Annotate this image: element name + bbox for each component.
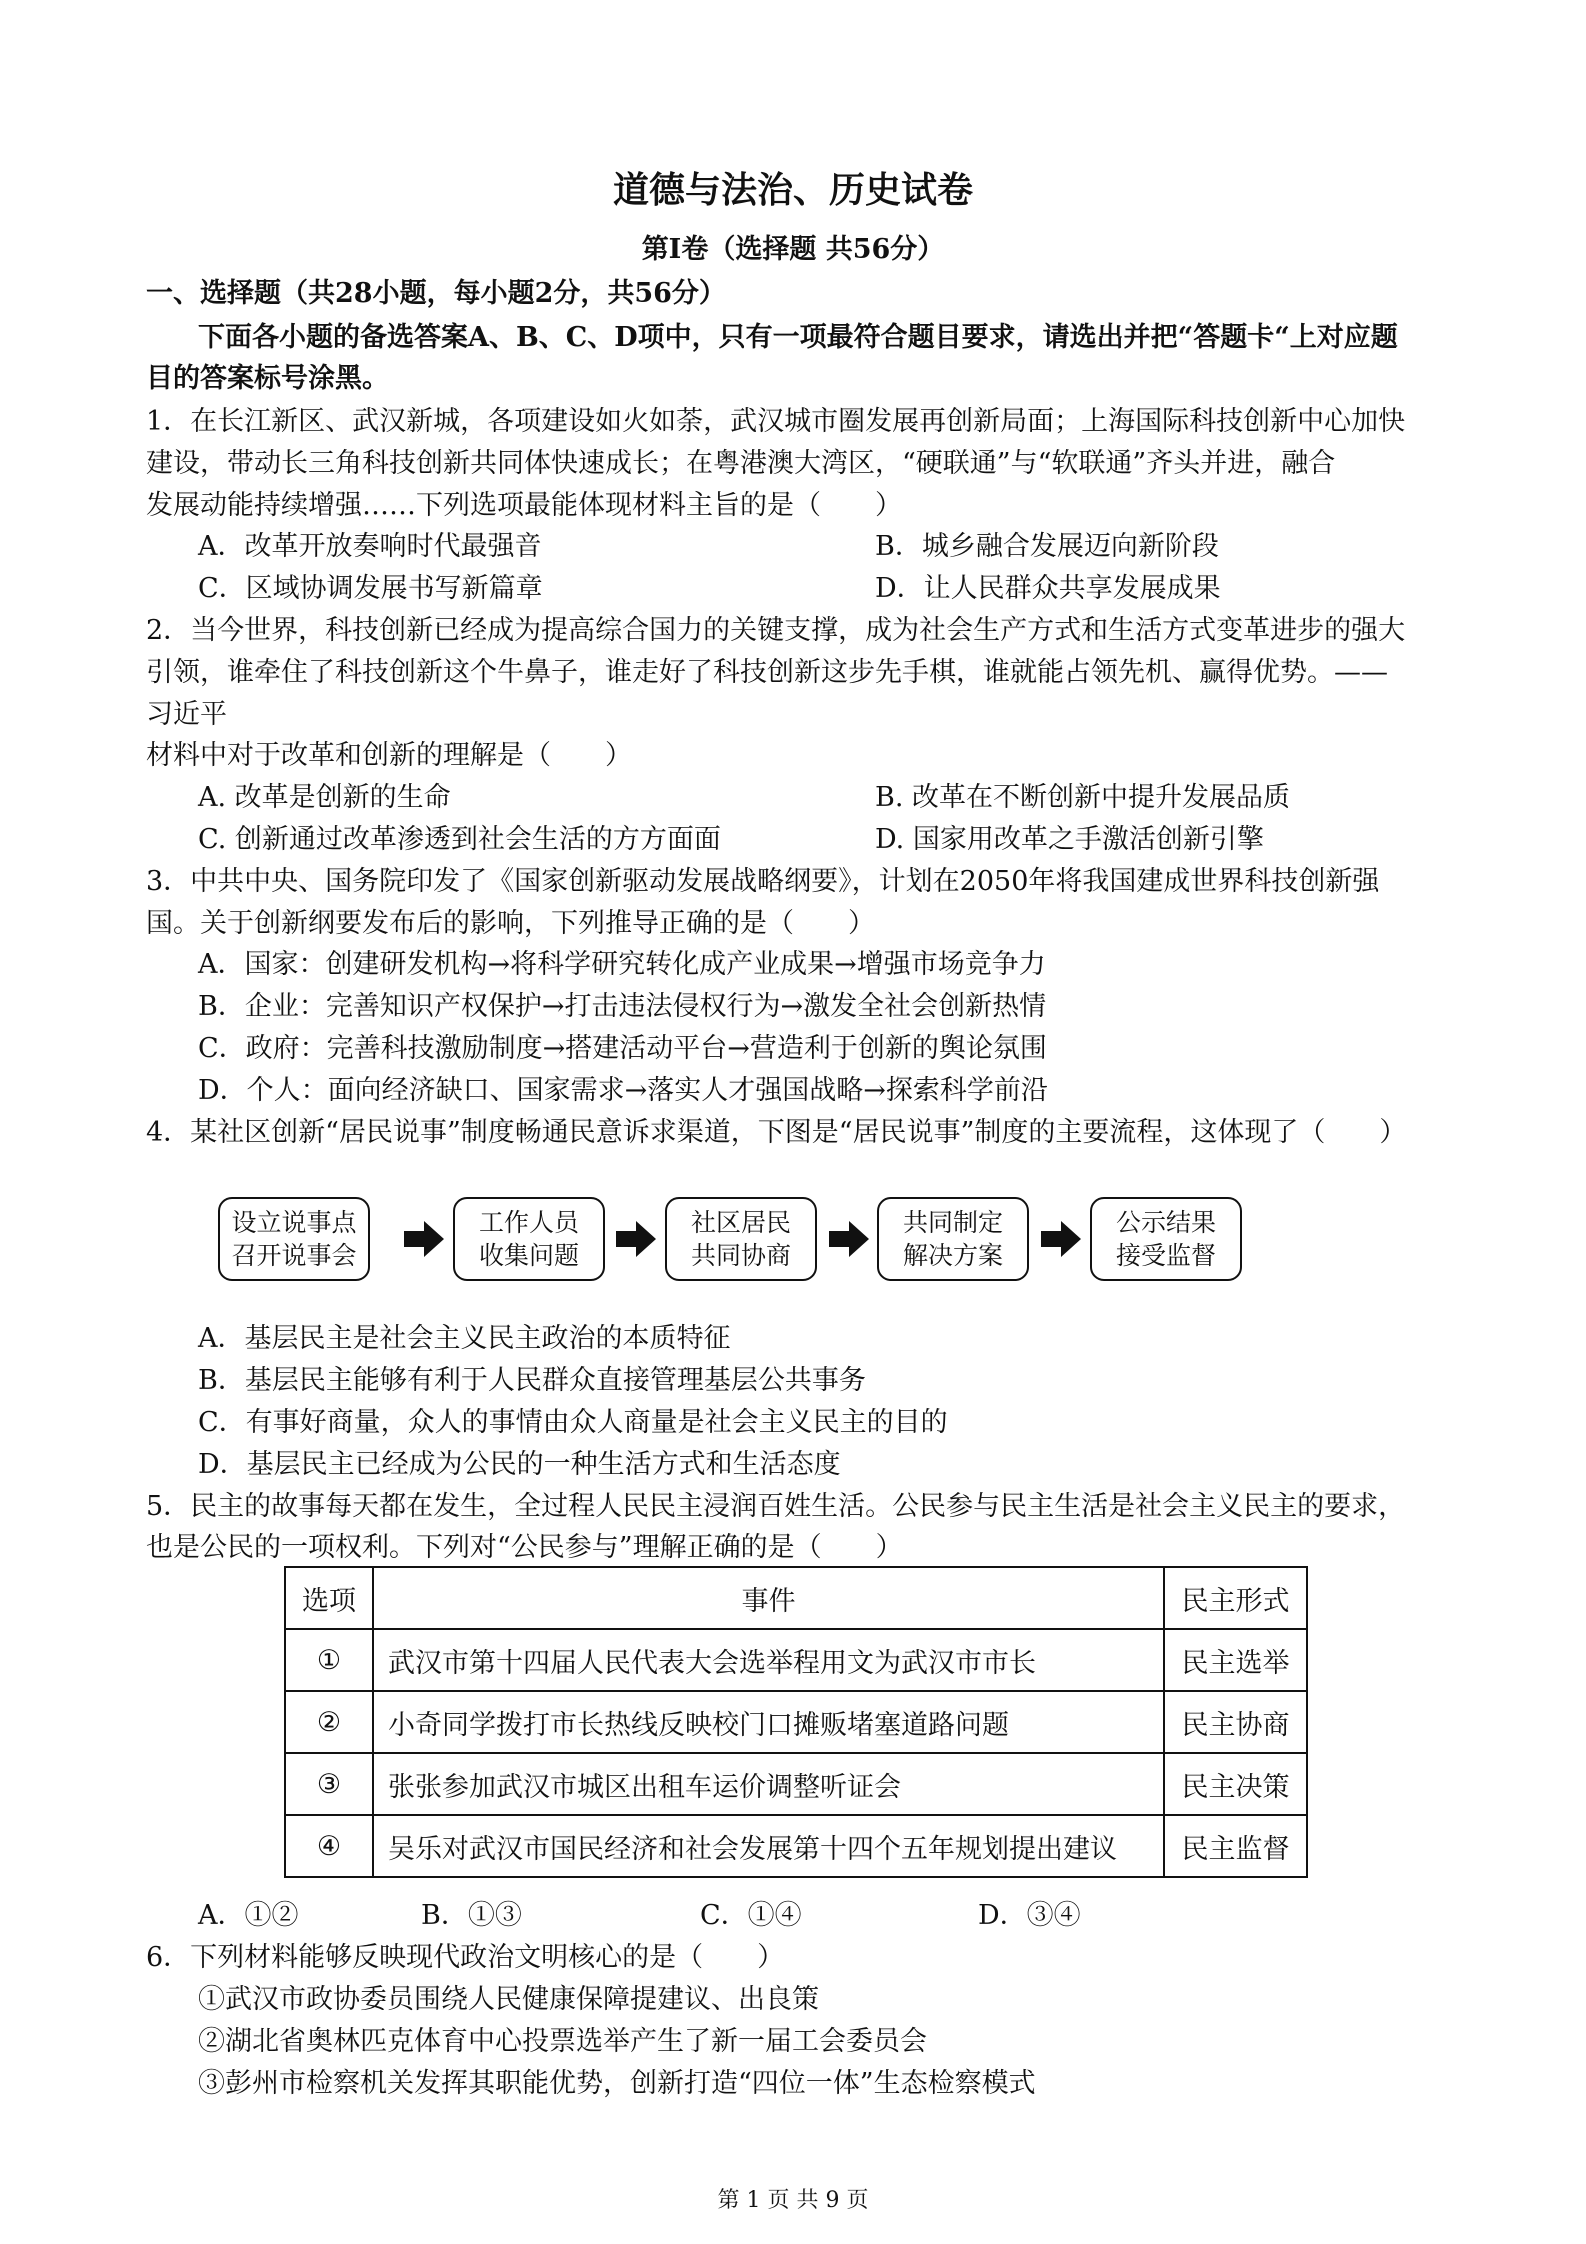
table-header: 民主形式 <box>1164 1567 1307 1629</box>
q1-option-a: A．改革开放奏响时代最强音 <box>198 531 542 562</box>
table-cell: 武汉市第十四届人民代表大会选举程用文为武汉市市长 <box>373 1629 1164 1691</box>
q5-option-a: A．①② <box>198 1900 299 1931</box>
q2-option-c: C. 创新通过改革渗透到社会生活的方方面面 <box>198 824 721 855</box>
q2-option-b: B. 改革在不断创新中提升发展品质 <box>875 782 1291 813</box>
question-1-line: 1．在长江新区、武汉新城，各项建设如火如荼，武汉城市圈发展再创新局面；上海国际科技创新中心加快 <box>146 406 1406 437</box>
table-row <box>285 1691 1307 1753</box>
question-3-line: 3．中共中央、国务院印发了《国家创新驱动发展战略纲要》，计划在2050年将我国建成世界科技创新强 <box>146 866 1380 897</box>
table-cell: 民主决策 <box>1164 1753 1307 1815</box>
table-header: 选项 <box>285 1567 373 1629</box>
q3-option-c: C．政府：完善科技激励制度→搭建活动平台→营造利于创新的舆论氛围 <box>198 1033 1047 1064</box>
flow-step-line: 设立说事点 <box>231 1208 357 1237</box>
table-row <box>285 1629 1307 1691</box>
q3-option-b: B．企业：完善知识产权保护→打击违法侵权行为→激发全社会创新热情 <box>198 991 1047 1022</box>
q6-item: ②湖北省奥林匹克体育中心投票选举产生了新一届工会委员会 <box>198 2026 927 2057</box>
flow-step <box>665 1197 817 1281</box>
question-4-stem: 4．某社区创新“居民说事”制度畅通民意诉求渠道，下图是“居民说事”制度的主要流程，这体现了（ ） <box>146 1117 1407 1148</box>
table-cell: ③ <box>285 1753 373 1815</box>
section-instruction-cont: 目的答案标号涂黑。 <box>146 363 389 394</box>
section-instruction: 下面各小题的备选答案A、B、C、D项中，只有一项最符合题目要求，请选出并把“答题卡“上对应题 <box>198 322 1398 353</box>
q5-option-d: D．③④ <box>978 1900 1081 1931</box>
question-5-line: 也是公民的一项权利。下列对“公民参与”理解正确的是（ ） <box>146 1532 903 1563</box>
table-cell: ④ <box>285 1815 373 1877</box>
q2-option-d: D. 国家用改革之手激活创新引擎 <box>875 824 1264 855</box>
question-6-stem: 6．下列材料能够反映现代政治文明核心的是（ ） <box>146 1942 785 1973</box>
q1-option-d: D．让人民群众共享发展成果 <box>875 573 1221 604</box>
question-2-line: 材料中对于改革和创新的理解是（ ） <box>146 740 632 771</box>
table-cell: ① <box>285 1629 373 1691</box>
table-row <box>285 1753 1307 1815</box>
flow-step-line: 召开说事会 <box>231 1241 357 1270</box>
section-heading: 一、选择题（共28小题，每小题2分，共56分） <box>146 278 726 309</box>
question-1-line: 建设，带动长三角科技创新共同体快速成长；在粤港澳大湾区，“硬联通”与“软联通”齐头并进，融合 <box>146 448 1336 479</box>
table-cell: 张张参加武汉市城区出租车运价调整听证会 <box>373 1753 1164 1815</box>
flow-step <box>453 1197 605 1281</box>
flow-step <box>877 1197 1029 1281</box>
table-cell: 吴乐对武汉市国民经济和社会发展第十四个五年规划提出建议 <box>373 1815 1164 1877</box>
table-cell: 民主监督 <box>1164 1815 1307 1877</box>
q6-item: ①武汉市政协委员围绕人民健康保障提建议、出良策 <box>198 1984 819 2015</box>
q4-option-d: D．基层民主已经成为公民的一种生活方式和生活态度 <box>198 1449 841 1480</box>
right-arrow-icon <box>404 1221 444 1257</box>
q1-option-b: B．城乡融合发展迈向新阶段 <box>875 531 1219 562</box>
table-header: 事件 <box>373 1567 1164 1629</box>
table-cell: 民主选举 <box>1164 1629 1307 1691</box>
table-cell: 民主协商 <box>1164 1691 1307 1753</box>
flow-step-line: 公示结果 <box>1115 1208 1216 1237</box>
q5-option-b: B．①③ <box>421 1900 522 1931</box>
q4-option-b: B．基层民主能够有利于人民群众直接管理基层公共事务 <box>198 1365 866 1396</box>
question-2-line: 习近平 <box>146 699 227 730</box>
q4-option-c: C．有事好商量，众人的事情由众人商量是社会主义民主的目的 <box>198 1407 948 1438</box>
table-row <box>285 1815 1307 1877</box>
table-cell: 小奇同学拨打市长热线反映校门口摊贩堵塞道路问题 <box>373 1691 1164 1753</box>
q3-option-a: A．国家：创建研发机构→将科学研究转化成产业成果→增强市场竞争力 <box>198 949 1046 980</box>
q5-option-c: C．①④ <box>700 1900 802 1931</box>
page-subtitle: 第Ⅰ卷（选择题 共56分） <box>641 234 945 265</box>
question-3-line: 国。关于创新纲要发布后的影响，下列推导正确的是（ ） <box>146 908 875 939</box>
flow-step-line: 接受监督 <box>1115 1241 1216 1270</box>
democracy-table <box>284 1566 1308 1878</box>
table-header-row <box>285 1567 1307 1629</box>
right-arrow-icon <box>829 1221 869 1257</box>
flow-step-line: 工作人员 <box>478 1208 579 1237</box>
page-number: 第 1 页 共 9 页 <box>717 2188 869 2213</box>
question-1-line: 发展动能持续增强……下列选项最能体现材料主旨的是（ ） <box>146 490 902 521</box>
flow-step <box>1090 1197 1242 1281</box>
flow-step <box>218 1197 370 1281</box>
flow-step-line: 社区居民 <box>690 1208 791 1237</box>
q3-option-d: D．个人：面向经济缺口、国家需求→落实人才强国战略→探索科学前沿 <box>198 1075 1048 1106</box>
flow-step-line: 共同协商 <box>690 1241 791 1270</box>
q2-option-a: A. 改革是创新的生命 <box>198 782 451 813</box>
right-arrow-icon <box>1041 1221 1081 1257</box>
page-title: 道德与法治、历史试卷 <box>612 169 973 211</box>
question-5-line: 5．民主的故事每天都在发生，全过程人民民主浸润百姓生活。公民参与民主生活是社会主义民主的要求， <box>146 1491 1406 1522</box>
right-arrow-icon <box>616 1221 656 1257</box>
flow-step-line: 收集问题 <box>478 1241 579 1270</box>
q6-item: ③彭州市检察机关发挥其职能优势，创新打造“四位一体”生态检察模式 <box>198 2068 1036 2099</box>
question-2-line: 引领，谁牵住了科技创新这个牛鼻子，谁走好了科技创新这步先手棋，谁就能占领先机、赢得优势。—— <box>146 657 1388 688</box>
flow-step-line: 共同制定 <box>902 1208 1003 1237</box>
q1-option-c: C．区域协调发展书写新篇章 <box>198 573 543 604</box>
flow-step-line: 解决方案 <box>902 1241 1003 1270</box>
q4-option-a: A．基层民主是社会主义民主政治的本质特征 <box>198 1323 731 1354</box>
question-2-line: 2．当今世界，科技创新已经成为提高综合国力的关键支撑，成为社会生产方式和生活方式变革进步的强大 <box>146 615 1406 646</box>
table-cell: ② <box>285 1691 373 1753</box>
